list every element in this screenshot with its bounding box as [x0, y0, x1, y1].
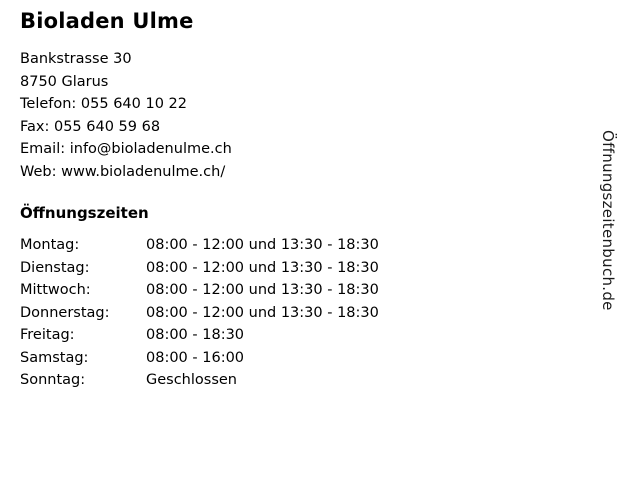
- day-label: Montag:: [20, 237, 80, 253]
- day-label: Samstag:: [20, 349, 89, 366]
- address-city: 8750 Glarus: [20, 73, 109, 90]
- vertical-brand-strip: [600, 0, 634, 480]
- day-hours: 08:00 - 16:00: [146, 349, 245, 366]
- address-block: [20, 48, 580, 183]
- day-label: Freitag:: [20, 327, 75, 343]
- table-row: [20, 234, 379, 257]
- phone-line: Telefon: 055 640 10 22: [20, 96, 188, 112]
- opening-hours-table: [20, 234, 379, 392]
- page-title: Bioladen Ulme: [20, 9, 194, 33]
- day-label: Mittwoch:: [20, 282, 91, 298]
- opening-hours-heading: Öffnungszeiten: [20, 204, 149, 222]
- email-line[interactable]: Email: info@bioladenulme.ch: [20, 141, 232, 157]
- table-row: [20, 324, 379, 347]
- day-hours: Geschlossen: [146, 372, 237, 388]
- day-hours: 08:00 - 12:00 und 13:30 - 18:30: [146, 237, 379, 253]
- table-row: [20, 279, 379, 302]
- table-row: [20, 347, 379, 370]
- day-label: Dienstag:: [20, 259, 90, 276]
- business-info-panel: [20, 8, 580, 392]
- table-row: [20, 257, 379, 280]
- day-label: Sonntag:: [20, 372, 86, 388]
- website-line[interactable]: Web: www.bioladenulme.ch/: [20, 163, 226, 180]
- day-hours: 08:00 - 12:00 und 13:30 - 18:30: [146, 304, 379, 321]
- table-row: [20, 369, 379, 392]
- brand-label: Öffnungszeitenbuch.de: [599, 130, 617, 311]
- address-street: Bankstrasse 30: [20, 51, 132, 67]
- table-row: [20, 302, 379, 325]
- day-label: Donnerstag:: [20, 304, 110, 321]
- day-hours: 08:00 - 18:30: [146, 327, 245, 343]
- day-hours: 08:00 - 12:00 und 13:30 - 18:30: [146, 282, 379, 298]
- fax-line: Fax: 055 640 59 68: [20, 118, 161, 135]
- day-hours: 08:00 - 12:00 und 13:30 - 18:30: [146, 259, 379, 276]
